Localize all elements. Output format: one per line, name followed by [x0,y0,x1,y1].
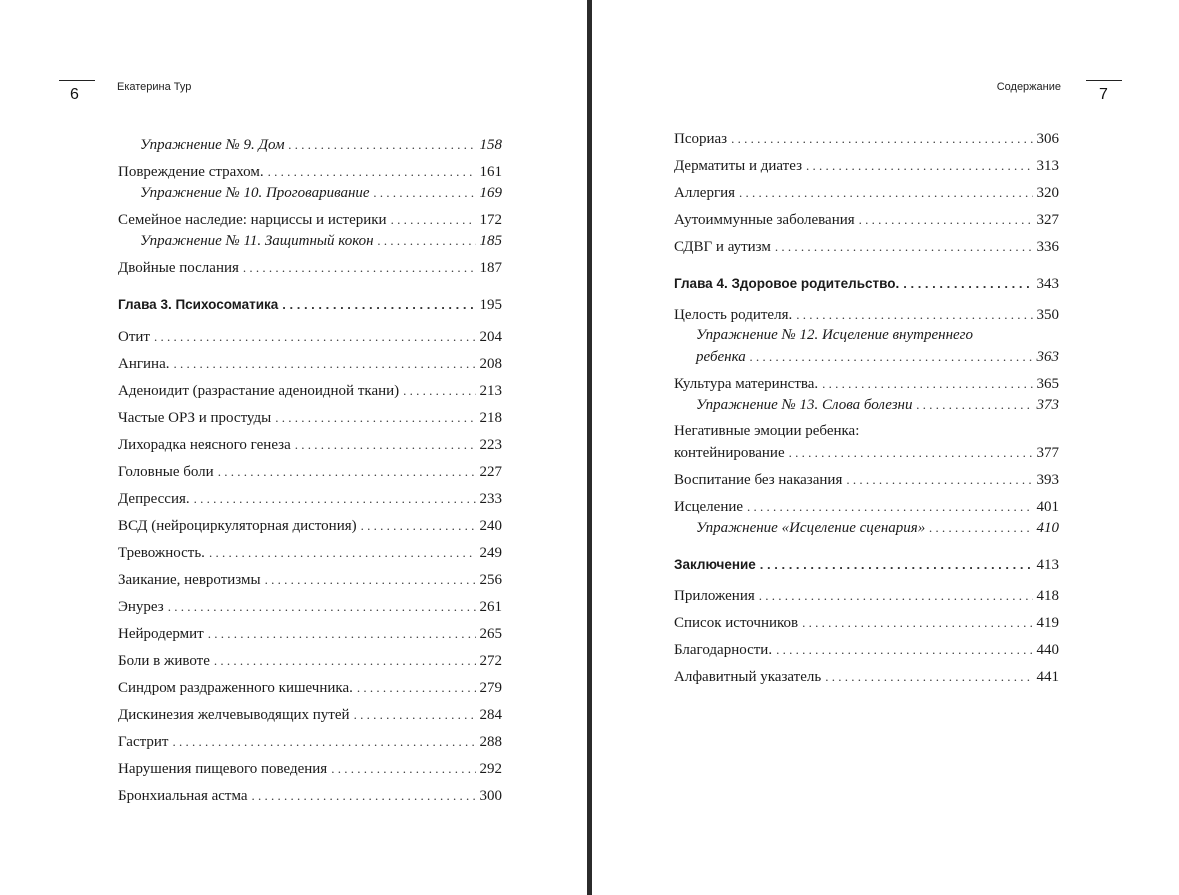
dot-leader [822,373,1032,394]
toc-section [118,353,502,374]
toc-entry-title: Повреждение страхом. [118,164,264,180]
toc-section [118,326,502,347]
toc-section [118,257,502,278]
toc-row [674,496,1059,517]
toc-entry-title: Энурез [118,599,164,615]
toc-page-number: 410 [1036,520,1059,536]
toc-entry-title: Исцеление [674,499,744,515]
toc-page-number: 195 [479,297,502,313]
toc-row [674,182,1059,203]
toc-row [118,380,502,401]
toc-row [118,515,502,536]
toc-row [118,257,502,278]
toc-entry-title: Двойные послания [118,260,239,276]
dot-leader [173,353,475,374]
toc-section [118,677,502,698]
dot-leader [194,488,476,509]
dot-leader [208,623,476,644]
toc-page-number: 288 [479,734,502,750]
dot-leader [218,461,476,482]
toc-section [674,155,1059,176]
toc-section [118,209,502,230]
dot-leader [917,394,1033,415]
toc-section [118,731,502,752]
toc-entry-title: Боли в животе [118,653,210,669]
dot-leader [282,294,475,315]
toc-row [674,469,1059,490]
toc-entry-title: Глава 4. Здоровое родительство. [674,276,900,291]
toc-row [674,155,1059,176]
toc-entry-title-line: Негативные эмоции ребенка: [674,423,860,439]
toc-page-number: 292 [479,761,502,777]
toc-entry-title: Приложения [674,588,755,604]
page-number: 6 [70,86,79,103]
toc-section [674,612,1059,633]
toc-entry-title: Культура материнства. [674,376,819,392]
toc-entry-title: Лихорадка неясного генеза [118,437,291,453]
toc-page-number: 418 [1036,588,1059,604]
toc-section [674,469,1059,490]
toc-row [118,488,502,509]
dot-leader [331,758,475,779]
toc-page-number: 208 [479,356,502,372]
toc-page-number: 249 [479,545,502,561]
toc-row [118,353,502,374]
toc-row [674,209,1059,230]
toc-page-number: 233 [479,491,502,507]
toc-entry-title: СДВГ и аутизм [674,239,771,255]
toc-entry-title: Заикание, невротизмы [118,572,261,588]
toc-page-number: 343 [1036,276,1059,292]
toc-row [140,230,502,251]
left-page [0,0,587,895]
toc-section [674,182,1059,203]
dot-leader [289,134,476,155]
dot-leader [378,230,476,251]
toc-row [140,182,502,203]
toc-page-number: 204 [479,329,502,345]
toc-page-number: 300 [479,788,502,804]
toc-page-number: 172 [479,212,502,228]
toc-page-number: 284 [479,707,502,723]
toc-entry-title: Псориаз [674,131,728,147]
toc-list [118,128,502,806]
toc-page-number: 185 [479,233,502,249]
toc-page-number: 393 [1036,472,1059,488]
toc-exercise [118,230,502,251]
toc-entry-title: ребенка [696,349,746,365]
toc-entry-title: Аутоиммунные заболевания [674,212,855,228]
toc-section [674,666,1059,687]
toc-page-number: 218 [479,410,502,426]
dot-leader [154,326,476,347]
toc-section [118,650,502,671]
toc-entry-title: ВСД (нейроциркуляторная дистония) [118,518,357,534]
toc-row [118,434,502,455]
toc-exercise [118,182,502,203]
toc-page-number: 401 [1036,499,1059,515]
dot-leader [802,612,1032,633]
toc-section [118,623,502,644]
dot-leader [391,209,476,230]
toc-page-number: 336 [1036,239,1059,255]
toc-page-number: 240 [479,518,502,534]
toc-entry-title: Нарушения пищевого поведения [118,761,328,777]
dot-leader [775,236,1033,257]
toc-page-number: 350 [1036,307,1059,323]
toc-row [118,326,502,347]
toc-entry-title: Упражнение № 11. Защитный кокон [140,233,374,249]
right-page [592,0,1179,895]
dot-leader [739,182,1032,203]
toc-row [140,134,502,155]
toc-entry-title: Аллергия [674,185,736,201]
dot-leader [776,639,1032,660]
toc-row [674,236,1059,257]
toc-entry-title: Упражнение № 10. Проговаривание [140,185,370,201]
toc-section [674,209,1059,230]
toc-chapter [118,294,502,315]
toc-section [674,373,1059,394]
toc-page-number: 419 [1036,615,1059,631]
toc-section [118,515,502,536]
dot-leader [750,346,1033,367]
dot-leader [846,469,1032,490]
running-head: Екатерина Тур [117,81,192,93]
toc-page-number: 256 [479,572,502,588]
running-head: Содержание [996,81,1061,93]
toc-entry-title: контейнирование [674,445,785,461]
toc-row [118,650,502,671]
toc-exercise [674,394,1059,415]
toc-row [674,442,1059,463]
toc-row [118,542,502,563]
toc-page-number: 441 [1036,669,1059,685]
toc-entry-title: Упражнение «Исцеление сценария» [696,520,926,536]
toc-row [118,758,502,779]
dot-leader [747,496,1032,517]
toc-row [674,612,1059,633]
toc-entry-title-line: Упражнение № 12. Исцеление внутреннего [696,327,974,343]
toc-row [674,373,1059,394]
toc-section [118,758,502,779]
toc-entry-title: Заключение [674,557,756,572]
toc-section [674,585,1059,606]
toc-row [118,461,502,482]
dot-leader [357,677,476,698]
toc-chapter [674,273,1059,294]
dot-leader [903,273,1032,294]
dot-leader [168,596,476,617]
toc-page-number: 279 [479,680,502,696]
toc-page-number: 265 [479,626,502,642]
toc-row [118,704,502,725]
toc-chapter [674,554,1059,575]
toc-section [118,434,502,455]
dot-leader [214,650,476,671]
dot-leader [760,554,1033,575]
toc-page-number: 363 [1036,349,1059,365]
dot-leader [275,407,475,428]
toc-row [674,128,1059,149]
toc-section [118,542,502,563]
dot-leader [209,542,476,563]
toc-entry-title: Бронхиальная астма [118,788,248,804]
header-rule [1086,80,1122,81]
dot-leader [796,304,1032,325]
dot-leader [403,380,475,401]
toc-page-number: 313 [1036,158,1059,174]
toc-section [674,128,1059,149]
dot-leader [789,442,1033,463]
toc-entry-title: Список источников [674,615,799,631]
toc-exercise [674,517,1059,538]
dot-leader [265,569,476,590]
toc-row [696,346,1059,367]
toc-row [118,294,502,315]
dot-leader [268,161,476,182]
toc-row [674,273,1059,294]
toc-section [118,785,502,806]
toc-row [118,623,502,644]
toc-section [674,421,1059,463]
toc-row [118,596,502,617]
dot-leader [806,155,1033,176]
toc-entry-title: Синдром раздраженного кишечника. [118,680,353,696]
toc-section [674,304,1059,325]
toc-section [118,704,502,725]
toc-section [118,380,502,401]
toc-page-number: 169 [479,185,502,201]
toc-section [674,236,1059,257]
toc-page-number: 413 [1036,557,1059,573]
toc-entry-title: Целость родителя. [674,307,793,323]
dot-leader [731,128,1032,149]
dot-leader [361,515,476,536]
toc-row [696,394,1059,415]
toc-section [118,161,502,182]
toc-page-number: 306 [1036,131,1059,147]
dot-leader [374,182,476,203]
toc-page-number: 320 [1036,185,1059,201]
toc-entry-title: Упражнение № 9. Дом [140,137,285,153]
dot-leader [859,209,1033,230]
toc-entry-title: Аденоидит (разрастание аденоидной ткани) [118,383,400,399]
toc-entry-title: Алфавитный указатель [674,669,822,685]
toc-row [118,209,502,230]
toc-row [674,554,1059,575]
toc-section [118,596,502,617]
toc-page-number: 227 [479,464,502,480]
toc-entry-title: Депрессия. [118,491,190,507]
toc-section [674,496,1059,517]
toc-entry-title: Дискинезия желчевыводящих путей [118,707,350,723]
toc-page-number: 365 [1036,376,1059,392]
dot-leader [252,785,476,806]
toc-page-number: 327 [1036,212,1059,228]
toc-entry-title: Нейродермит [118,626,204,642]
toc-row [118,569,502,590]
toc-page-number: 377 [1036,445,1059,461]
toc-entry-title: Глава 3. Психосоматика [118,297,279,312]
dot-leader [172,731,475,752]
toc-row [118,731,502,752]
toc-row [118,407,502,428]
toc-entry-title: Отит [118,329,150,345]
toc-row [696,517,1059,538]
toc-page-number: 223 [479,437,502,453]
dot-leader [759,585,1033,606]
toc-row [674,585,1059,606]
toc-entry-title: Семейное наследие: нарциссы и истерики [118,212,387,228]
toc-row [118,677,502,698]
toc-entry-title: Головные боли [118,464,214,480]
toc-row [118,785,502,806]
toc-exercise [118,134,502,155]
toc-section [118,488,502,509]
dot-leader [295,434,476,455]
page-number: 7 [1099,86,1108,103]
toc-entry-title: Ангина. [118,356,170,372]
toc-row [674,639,1059,660]
toc-entry-title: Дерматиты и диатез [674,158,802,174]
dot-leader [825,666,1032,687]
toc-page-number: 272 [479,653,502,669]
toc-page-number: 261 [479,599,502,615]
toc-section [118,569,502,590]
dot-leader [929,517,1032,538]
toc-entry-title: Частые ОРЗ и простуды [118,410,272,426]
toc-section [118,461,502,482]
toc-entry-title: Упражнение № 13. Слова болезни [696,397,913,413]
toc-entry-title: Воспитание без наказания [674,472,843,488]
toc-section [674,639,1059,660]
toc-page-number: 440 [1036,642,1059,658]
toc-row [674,304,1059,325]
toc-exercise [674,325,1059,367]
dot-leader [243,257,476,278]
toc-entry-title: Тревожность. [118,545,205,561]
toc-page-number: 373 [1036,397,1059,413]
dot-leader [354,704,476,725]
toc-page-number: 158 [479,137,502,153]
toc-list [674,128,1059,687]
toc-entry-title: Благодарности. [674,642,773,658]
toc-row [674,666,1059,687]
toc-page-number: 187 [479,260,502,276]
toc-entry-title: Гастрит [118,734,169,750]
toc-page-number: 161 [479,164,502,180]
toc-section [118,407,502,428]
toc-page-number: 213 [479,383,502,399]
header-rule [59,80,95,81]
toc-row [118,161,502,182]
